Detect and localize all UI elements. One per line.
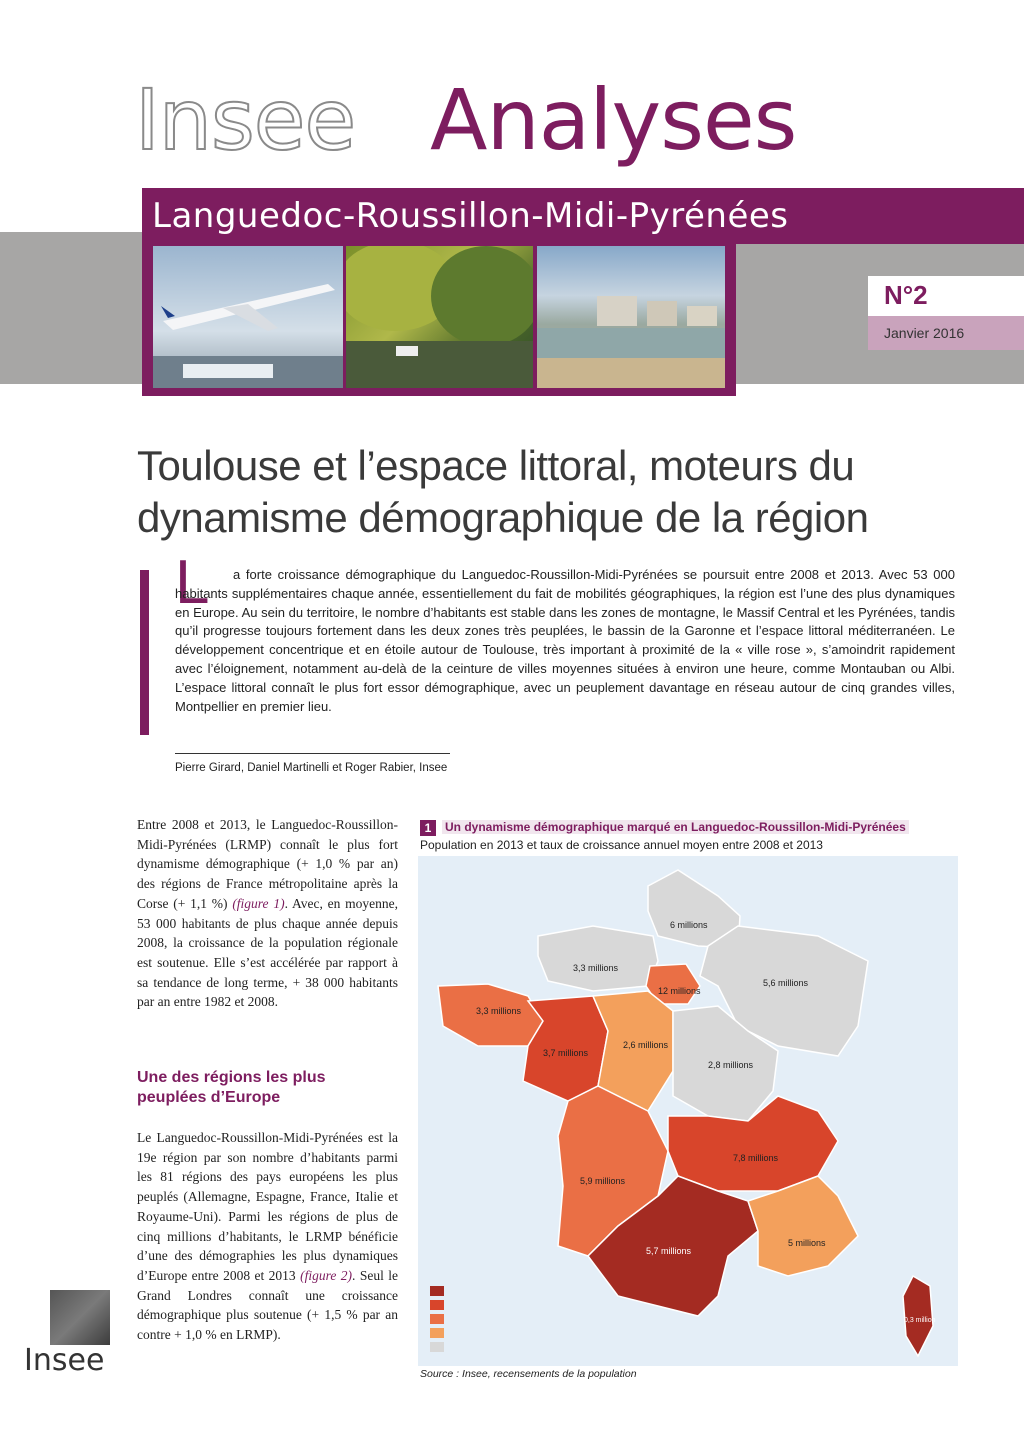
figure-number: 1: [420, 820, 436, 836]
map-label-bourgogne: 2,8 millions: [708, 1060, 754, 1070]
figure-title: Un dynamisme démographique marqué en Languedoc-Roussillon-Midi-Pyrénées: [442, 820, 909, 834]
map-label-aquitaine: 5,9 millions: [580, 1176, 626, 1186]
legend-swatch-low: [430, 1328, 444, 1338]
paragraph-text: . Seul le Grand Londres connaît une croissance démographique plus soutenue (+ 1,5 % par an contre + 1,0 % en LRMP).: [137, 1267, 398, 1343]
photo-beach: [537, 246, 725, 388]
region-corse: [903, 1276, 933, 1356]
lede-accent-rule: [140, 570, 149, 735]
region-title: Languedoc-Roussillon-Midi-Pyrénées: [152, 196, 789, 236]
brand-analyses: Analyses: [430, 71, 797, 169]
map-label-centre: 2,6 millions: [623, 1040, 669, 1050]
body-paragraph-1: [137, 815, 398, 1012]
map-label-paca: 5 millions: [788, 1238, 826, 1248]
issue-date: Janvier 2016: [884, 325, 965, 341]
paragraph-text: Le Languedoc-Roussillon-Midi-Pyrénées est la 19e région par son nombre d’habitants parmi les 81 régions des pays européens les plus peuplés (Allemagne, Espagne, France, Italie et Royaume-Uni). Parmi les régions de plus de cinq millions d’habitants, le LRMP bénéficie d’une des démographies les plus dynamiques d’Europe entre 2008 et 2013: [137, 1130, 398, 1283]
photo-canal: [346, 246, 533, 388]
figure-2-link[interactable]: (figure 2): [300, 1267, 353, 1283]
brand-insee: Insee: [135, 71, 356, 169]
france-regions-map: [418, 856, 958, 1366]
body-paragraph-2: [137, 1128, 398, 1345]
canal-trees-icon: [346, 246, 533, 388]
dropcap: L: [175, 548, 210, 617]
paragraph-text: Entre 2008 et 2013, le Languedoc-Roussillon-Midi-Pyrénées (LRMP) connaît le plus fort dynamisme démographique (+ 1,0 % par an) des régions de France métropolitaine après la Corse (+ 1,1 %): [137, 817, 398, 911]
lede-paragraph: a forte croissance démographique du Languedoc-Roussillon-Midi-Pyrénées se poursuit entre 2008 et 2013. Avec 53 000 habitants supplémentaires chaque année, essentiellement du fait de mobilités géographiques, la région est l’une des plus dynamiques en Europe. Au sein du territoire, le nombre d’habitants est stable dans les zones de montagne, le Massif Central et les Pyrénées, tandis qu’il progresse toujours fortement dans les deux zones très peuplées, le bassin de la Garonne et l’espace littoral méditerranéen. Le développement concentrique et en étoile autour de Toulouse, très important à proximité de la « ville rose », s’amoindrit rapidement avec l’éloignement, notamment au-delà de la ceinture de villes moyennes situées à environ une heure, comme Montauban ou Albi. L’espace littoral connaît le plus fort essor démographique, avec un peuplement davantage en réseau autour de cinq grandes villes, Montpellier en premier lieu.: [175, 567, 955, 714]
section-heading: Une des régions les plus peuplées d’Europe: [137, 1069, 326, 1106]
legend-swatch-very-high: [430, 1286, 444, 1296]
beach-icon: [537, 246, 725, 388]
legend-swatch-high: [430, 1300, 444, 1310]
legend-swatch-mid: [430, 1314, 444, 1324]
map-label-grand-est: 5,6 millions: [763, 978, 809, 988]
figure-source: Source : Insee, recensements de la population: [420, 1368, 637, 1380]
map-label-corse: 0,3 million: [904, 1317, 936, 1324]
figure-1-link[interactable]: (figure 1): [232, 895, 285, 911]
insee-logo-text: Insee: [24, 1343, 105, 1378]
authors: Pierre Girard, Daniel Martinelli et Roger Rabier, Insee: [175, 762, 448, 774]
page-title: Toulouse et l’espace littoral, moteurs du dynamisme démographique de la région: [137, 442, 869, 541]
map-label-pays-loire: 3,7 millions: [543, 1048, 589, 1058]
figure-subtitle: Population en 2013 et taux de croissance annuel moyen entre 2008 et 2013: [420, 838, 823, 852]
region-normandie: [538, 926, 658, 991]
map-label-lrmp: 5,7 millions: [646, 1246, 692, 1256]
issue-number: N°2: [884, 280, 928, 310]
legend-swatch-stable: [430, 1342, 444, 1352]
photo-airplane: [153, 246, 343, 388]
airplane-icon: [153, 246, 343, 388]
map-label-idf: 12 millions: [658, 986, 701, 996]
authors-divider: [175, 753, 450, 754]
map-label-auvergne-rhone: 7,8 millions: [733, 1153, 779, 1163]
map-label-nord: 6 millions: [670, 920, 708, 930]
map-label-normandie: 3,3 millions: [573, 963, 619, 973]
insee-logo-mark: [50, 1290, 110, 1345]
map-legend: [430, 1286, 444, 1352]
map-label-bretagne: 3,3 millions: [476, 1006, 522, 1016]
paragraph-text: . Avec, en moyenne, 53 000 habitants de plus chaque année depuis 2008, la croissance de la population régionale est soutenue. Elle s’est accélérée par rapport à sa tendance de long terme, + 38 000 habitants par an entre 1982 et 2008.: [137, 895, 398, 1010]
